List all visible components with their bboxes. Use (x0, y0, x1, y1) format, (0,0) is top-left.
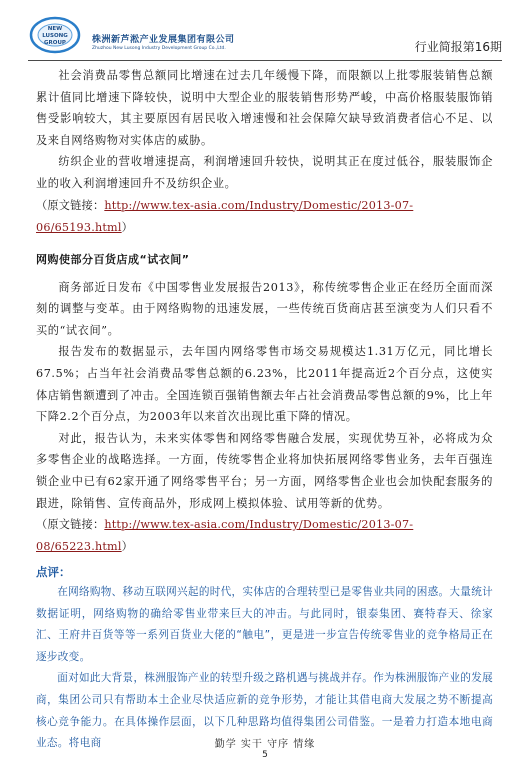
header-divider (28, 60, 502, 61)
source-link[interactable]: http://www.tex-asia.com/Industry/Domestic/2013-07-06/65193.html (36, 198, 414, 234)
article2-paragraph: 对此，报告认为，未来实体零售和网络零售融合发展，实现优势互补，必将成为众多零售企业的战略选择。一方面，传统零售企业将加快拓展网络零售业务，去年百强连锁企业中已有62家开通了网络零售平台；另一方面，网络零售企业也会加快配套服务的跟进，除销售、宣传商品外，形成网上模拟体验、试用等新的优势。 (36, 431, 493, 510)
article2-paragraph: 报告发布的数据显示，去年国内网络零售市场交易规模达1.31万亿元，同比增长67.5%；占当年社会消费品零售总额的6.23%，比2011年提高近2个百分点，这使实体店销售额遭到了冲击。全国连锁百强销售额去年占社会消费品零售总额的9%，比上年下降2.2个百分点，为2003年以来首次出现比重下降的情况。 (36, 345, 493, 424)
issue-label: 行业简报第16期 (414, 40, 502, 54)
source-end: ） (121, 540, 134, 554)
svg-text:GROUP: GROUP (44, 40, 66, 46)
source-link[interactable]: http://www.tex-asia.com/Industry/Domestic/2013-07-08/65223.html (36, 518, 414, 554)
commentary-section (36, 564, 493, 755)
commentary-paragraph: 在网络购物、移动互联网兴起的时代，实体店的合理转型已是零售业共同的困惑。大量统计数据证明，网络购物的确给零售业带来巨大的冲击。与此同时，银泰集团、赛特春天、徐家汇、王府井百货等等一系列百货业大佬的“触电”，更是进一步宣告传统零售业的竞争格局正在逐步改变。 (36, 586, 493, 663)
source-end: ） (121, 220, 134, 234)
page-header (28, 14, 502, 60)
company-name-cn: 株洲新芦淞产业发展集团有限公司 (92, 35, 235, 45)
footer-slogan: 勤学 实干 守序 情缘 (214, 739, 316, 750)
article1-paragraph: 社会消费品零售总额同比增速在过去几年缓慢下降，而限额以上批零服装销售总额累计值同比增速下降较快，说明中大型企业的服装销售形势严峻，中高价格服装服饰销售受影响较大，其主要原因有居民收入增速慢和社会保障欠缺导致消费者信心不足、以及来自网络购物对实体店的威胁。 (36, 69, 493, 147)
source-label: （原文链接： (36, 198, 105, 212)
main-content (36, 65, 493, 755)
company-logo (28, 14, 86, 58)
article2-title: 网购使部分百货店成“试衣间” (36, 252, 190, 266)
article1-paragraph: 纺织企业的营收增速提高，利润增速回升较快，说明其正在度过低谷，服装服饰企业的收入利润增速回升不及纺织企业。 (36, 155, 493, 190)
commentary-title: 点评： (36, 565, 71, 580)
company-name (92, 32, 235, 51)
article1-source (36, 195, 493, 239)
commentary-paragraph: 面对如此大背景，株洲服饰产业的转型升级之路机遇与挑战并存。作为株洲服饰产业的发展商，集团公司只有帮助本土企业尽快适应新的竞争形势，才能让其借电商大发展之势不断提高核心竞争能力。在具体操作层面，以下几种思路均值得集团公司借鉴。一是着力打造本地电商业态。将电商 (36, 672, 493, 750)
svg-text:NEW: NEW (47, 26, 63, 32)
svg-text:LUSONG: LUSONG (42, 33, 68, 39)
company-name-en: Zhuzhou New Lusong Industry Development Group Co.,Ltd. (92, 46, 226, 51)
article2-paragraph: 商务部近日发布《中国零售业发展报告2013》，称传统零售企业正在经历全面而深刻的调整与变革。由于网络购物的迅速发展，一些传统百货商店甚至演变为人们只看不买的“试衣间”。 (36, 280, 493, 337)
page-number: 5 (262, 750, 268, 760)
article2-source (36, 514, 493, 558)
source-label: （原文链接： (36, 518, 105, 532)
